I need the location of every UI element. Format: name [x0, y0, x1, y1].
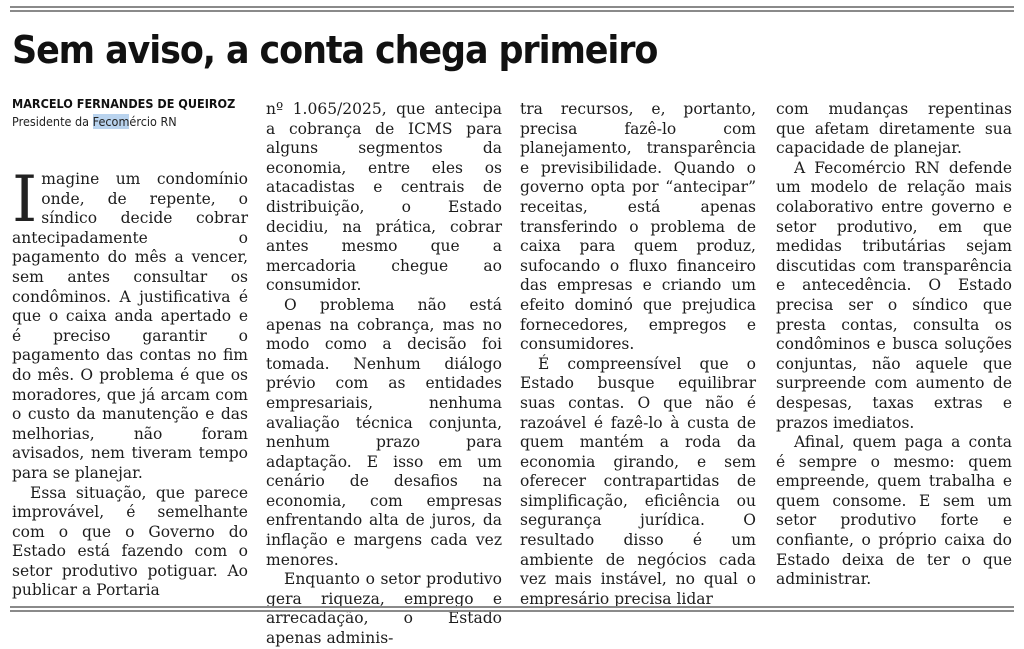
- paragraph: Essa situação, que parece improvável, é semelhante com o que o Governo do Estado está fazendo com o setor produtivo potiguar. Ao publicar a Portaria: [12, 483, 248, 600]
- byline: [12, 96, 252, 129]
- paragraph: Enquanto o setor produtivo gera riqueza, emprego e arrecadação, o Estado apenas adminis-: [266, 570, 502, 648]
- article-column-4: [776, 100, 1012, 590]
- role-suffix: ércio RN: [129, 114, 177, 129]
- paragraph: Afinal, quem paga a conta é sempre o mesmo: quem empreende, quem trabalha e quem consome. E sem um setor produtivo forte e confiante, o próprio caixa do Estado deixa de ter o que administrar.: [776, 433, 1012, 589]
- article-column-2: [266, 100, 502, 649]
- headline: Sem aviso, a conta chega primeiro: [12, 28, 658, 72]
- paragraph: [12, 163, 248, 484]
- role-prefix: Presidente da: [12, 114, 93, 129]
- paragraph: com mudanças repentinas que afetam diretamente sua capacidade de planejar.: [776, 100, 1012, 158]
- drop-cap: I: [12, 163, 38, 237]
- paragraph: O problema não está apenas na cobrança, mas no modo como a decisão foi tomada. Nenhum diálogo prévio com as entidades empresariais, nenhuma avaliação técnica conjunta, nenhum prazo para adaptação. E isso em um cenário de desafios na economia, com empresas enfrentando alta de juros, da inflação e margens cada vez menores.: [266, 295, 502, 569]
- paragraph-text: magine um condomínio onde, de repente, o síndico decide cobrar antecipadamente o pagamento do mês a vencer, sem antes consultar os condôminos. A justificativa é que o caixa anda apertado e é preciso garantir o pagamento das contas no fim do mês. O problema é que os moradores, que já arcam com o custo da manutenção e das melhorias, não foram avisados, nem tiveram tempo para se planejar.: [12, 170, 248, 482]
- selected-text-highlight[interactable]: Fecom: [92, 114, 130, 129]
- bottom-rule: [10, 606, 1014, 612]
- top-rule: [10, 6, 1014, 12]
- article-column-1: [12, 163, 248, 601]
- paragraph: É compreensível que o Estado busque equilibrar suas contas. O que não é razoável é fazê-lo à custa de quem mantém a roda da economia girando, e sem oferecer contrapartidas de simplificação, eficiência ou segurança jurídica. O resultado disso é um ambiente de negócios cada vez mais instável, no qual o empresário precisa lidar: [520, 354, 756, 608]
- paragraph: A Fecomércio RN defende um modelo de relação mais colaborativo entre governo e setor produtivo, em que medidas tributárias sejam discutidas com transparência e antecedência. O Estado precisa ser o síndico que presta contas, consulta os condôminos e busca soluções conjuntas, não aquele que surpreende com aumento de despesas, taxas extras e prazos imediatos.: [776, 158, 1012, 432]
- paragraph: tra recursos, e, portanto, precisa fazê-lo com planejamento, transparência e previsibilidade. Quando o governo opta por “antecipar” receitas, está apenas transferindo o problema de caixa para quem produz, sufocando o fluxo financeiro das empresas e criando um efeito dominó que prejudica fornecedores, empregos e consumidores.: [520, 100, 756, 354]
- paragraph: nº 1.065/2025, que antecipa a cobrança de ICMS para alguns segmentos da economia, entre eles os atacadistas e centrais de distribuição, o Estado decidiu, na prática, cobrar antes mesmo que a mercadoria chegue ao consumidor.: [266, 100, 502, 295]
- author-name: MARCELO FERNANDES DE QUEIROZ: [12, 96, 236, 111]
- article-column-3: [520, 100, 756, 609]
- author-role: [12, 114, 228, 129]
